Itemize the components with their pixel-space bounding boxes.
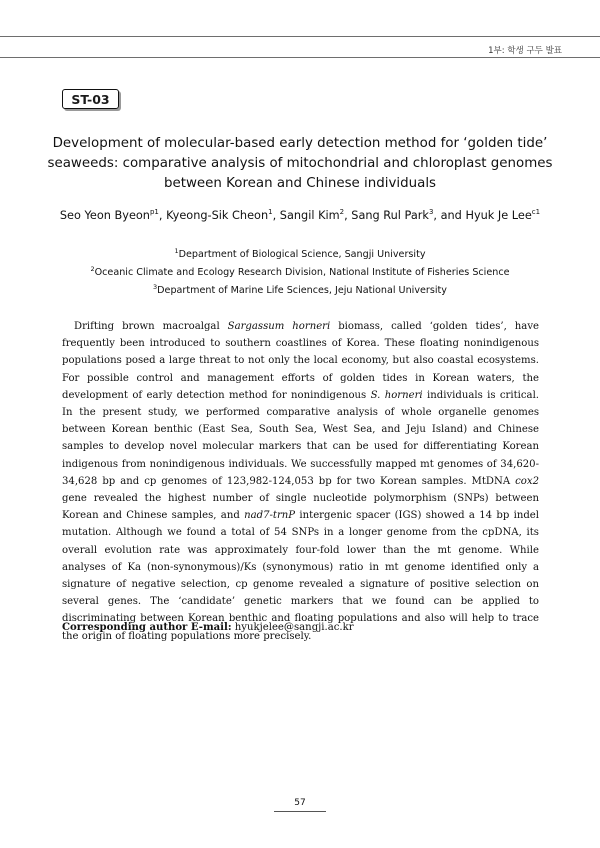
author-name: Hyuk Je Lee	[465, 208, 532, 222]
header-section-label: 1부: 학생 구두 발표	[488, 46, 562, 56]
abstract-text: biomass, called ‘golden tides’, have frequently been introduced to southern coastlines of Korea. These floating nonindigenous populations posed a large threat to not only the local economy, but also coastal ecosystems. For possible control and management efforts of golden tides in Korean waters, the development of early detection method for nonindigenous	[62, 321, 540, 401]
abstract-body	[62, 318, 539, 645]
corresponding-author	[62, 622, 354, 633]
author-affiliation-mark: 3	[428, 208, 434, 216]
affiliation-line	[20, 262, 580, 280]
affiliation-number: 2	[90, 265, 95, 274]
author-separator: ,	[158, 208, 167, 222]
author-name: Seo Yeon Byeon	[59, 208, 150, 222]
affiliation-text: Department of Biological Science, Sangji University	[178, 249, 426, 261]
affiliation-text: Oceanic Climate and Ecology Research Division, National Institute of Fisheries Science	[94, 267, 510, 279]
abstract-text: Drifting brown macroalgal	[74, 321, 228, 332]
corresponding-email: hyukjelee@sangji.ac.kr	[234, 622, 354, 633]
author-separator: , and	[433, 208, 466, 222]
author-affiliation-mark: p1	[149, 208, 159, 216]
affiliation-number: 3	[153, 283, 158, 292]
abstract-italic-term: S. horneri	[370, 389, 423, 401]
abstract-text: individuals is critical. In the present study, we performed comparative analysis of whole organelle genomes between Korean benthic (East Sea, South Sea, West Sea, and Jeju Island) and Chinese samples to develop novel molecular markers that can be used for differentiating Korean indigenous from nonindigenous individuals. We successfully mapped mt genomes of 34,620-34,628 bp and cp genomes of 123,982-124,053 bp for two Korean samples. MtDNA	[62, 389, 540, 487]
author-separator: ,	[344, 208, 352, 222]
author-affiliation-mark: 2	[339, 208, 345, 216]
abstract-italic-term: Sargassum horneri	[227, 321, 331, 332]
abstract-text: gene revealed the highest number of single nucleotide polymorphism (SNPs) between Korean and Chinese samples, and	[62, 493, 539, 522]
affiliation-number: 1	[174, 247, 179, 255]
author-name: Sang Rul Park	[351, 208, 429, 222]
affiliation-line	[20, 280, 580, 298]
corresponding-label: Corresponding author E-mail:	[62, 622, 232, 633]
header-rule-bottom	[0, 57, 600, 58]
abstract-italic-term: cox2	[515, 475, 539, 487]
author-affiliation-mark: c1	[531, 208, 541, 216]
abstract-italic-term: nad7-trnP	[244, 510, 296, 522]
paper-title: Development of molecular-based early detection method for ‘golden tide’ seaweeds: comparative analysis of mitochondrial and chloroplast genomes between Korean and Chinese individuals	[47, 136, 553, 191]
abstract-id-badge: ST-03	[62, 89, 119, 109]
page-number-rule	[274, 811, 326, 812]
abstract-text: intergenic spacer (IGS) showed a 14 bp indel mutation. Although we found a total of 54 SNPs in a longer genome from the cpDNA, its overall evolution rate was approximately four-fold lower than the mt genome. While analyses of Ka (non-synonymous)/Ks (synonymous) ratio in mt genome identified only a signature of negative selection, cp genome revealed a signature of positive selection on several genes. The ‘candidate’ genetic markers that we found can be applied to discriminating between Korean benthic and floating populations and also will help to trace the origin of floating populations more precisely.	[62, 510, 539, 642]
page-number: 57	[294, 798, 306, 808]
author-name: Kyeong-Sik Cheon	[166, 208, 269, 222]
header-rule-top	[0, 36, 600, 37]
author-name: Sangil Kim	[279, 208, 340, 222]
author-affiliation-mark: 1	[268, 208, 273, 216]
affiliation-line	[20, 244, 580, 262]
affiliation-text: Department of Marine Life Sciences, Jeju National University	[157, 285, 447, 297]
affiliation-list	[20, 244, 580, 299]
author-separator: ,	[272, 208, 280, 222]
author-list	[20, 208, 580, 222]
